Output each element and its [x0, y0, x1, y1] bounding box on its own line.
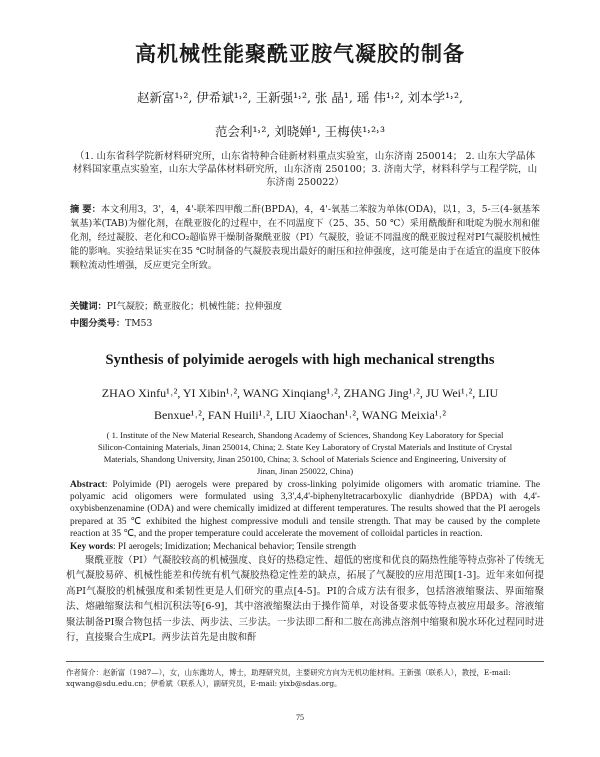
- keywords-en: [70, 542, 540, 552]
- footnote-divider: [66, 661, 544, 662]
- page-number: 75: [296, 713, 304, 722]
- keywords-cn: [70, 300, 540, 314]
- paper-title-cn: 高机械性能聚酰亚胺气凝胶的制备: [135, 42, 465, 66]
- affiliation-cn: （1. 山东省科学院新材料研究所，山东省特种合硅新材料重点实验室，山东济南 250014； 2. 山东大学晶体材料国家重点实验室，山东大学晶体材料研究所，山东济南 250100；3. 济南大学，材料科学与工程学院，山东济南 250022）: [72, 151, 538, 188]
- abstract-cn-label: 摘 要：: [70, 204, 101, 215]
- abstract-en: [70, 479, 540, 540]
- abstract-cn: [70, 203, 540, 273]
- authors-en-line2: Benxue¹˒², FAN Huili¹˒², LIU Xiaochan¹˒², WANG Meixia¹˒²: [154, 408, 446, 422]
- keywords-cn-text: PI气凝胶；酰亚胺化；机械性能；拉伸强度: [106, 301, 282, 312]
- clc-number: [70, 317, 540, 331]
- abstract-cn-text: 本文利用3，3'，4，4'-联苯四甲酸二酐(BPDA)，4，4'-氧基二苯胺为单体(ODA)，以1，3，5-三(4-氨基苯氧基)苯(TAB)为催化剂，在酰亚胺化的过程中，在不同温度下（25、35、50 ℃）采用酰酸酐和吡啶为脱水剂和催化剂，经过凝胶、老化和CO₂超临界干燥制备聚酰亚胺（PI）气凝胶，验证不同温度的酰亚胺过程对PI气凝胶机械性能的影响。实验结果证实在35 ℃时制备的气凝胶表现出最好的耐压和拉伸强度，这可能是由于在适宜的温度下胶体颗粒流动性增强，反应更完全所致。: [70, 204, 540, 271]
- authors-en-line1: ZHAO Xinfu¹˒², YI Xibin¹˒², WANG Xinqiang¹˒², ZHANG Jing¹˒², JU Wei¹˒², LIU: [101, 386, 499, 400]
- abstract-en-text: : Polyimide (PI) aerogels were prepared by cross-linking polyimide oligomers with aromatic triamine. The polyamic acid oligomers were formulated using 3,3',4,4'-biphenyltetracarboxylic dianhydride (BPDA) with 4,4'-oxybisbenzenamine (ODA) and were chemically imidized at different temperatures. The results showed that the PI aerogels prepared at 35 ℃ exhibited the highest compressive moduli and tensile strength. That may be caused by the complete reaction at 35 ℃, and the proper temperature could accelerate the movement of colloidal particles in reaction.: [70, 480, 540, 539]
- authors-cn-line1: 赵新富¹˒², 伊希斌¹˒², 王新强¹˒², 张 晶¹, 瑶 伟¹˒², 刘本学¹˒²,: [137, 90, 463, 105]
- affiliation-en: ( 1. Institute of the New Material Research, Shandong Academy of Sciences, Shandong Key Laboratory for Special Silicon-Containing Materials, Jinan 250014, China; 2. State Key Laboratory of Crystal Materials and Institute of Crystal Materials, Shandong University, Jinan 250100, China; 3. School of Materials Science and Engineering, University of Jinan, Jinan 250022, China): [97, 430, 513, 476]
- keywords-cn-label: 关键词：: [70, 301, 107, 312]
- keywords-en-text: : PI aerogels; Imidization; Mechanical behavior; Tensile strength: [112, 542, 357, 552]
- author-footnote: 作者简介：赵新富（1987—），女，山东潍坊人，博士，助理研究员，主要研究方向为无机功能材料。王新强（联系人），教授，E-mail: xqwang@sdu.edu.cn；伊希斌（联系人），副研究员，E-mail: yixb@sdas.org。: [66, 668, 511, 688]
- paper-title-en: Synthesis of polyimide aerogels with high mechanical strengths: [105, 352, 495, 368]
- keywords-en-label: Key words: [70, 542, 113, 552]
- clc-value: TM53: [125, 318, 153, 329]
- body-paragraph: 聚酰亚胺（PI）气凝胶较高的机械强度、良好的热稳定性、超低的密度和优良的隔热性能等特点弥补了传统无机气凝胶易碎、机械性能差和传统有机气凝胶热稳定性差的缺点，拓展了气凝胶的应用范围[1-3]。近年来如何提高PI气凝胶的机械强度和柔韧性更是人们研究的重点[4-5]。PI的合成方法有很多，包括溶液缩聚法、界面缩聚法、熔融缩聚法和气相沉积法等[6-9]，其中溶液缩聚法由于操作简单，对设备要求低等特点被应用最多。溶液缩聚法制备PI聚合物包括一步法、两步法、三步法。一步法即二酐和二胺在高沸点溶剂中缩聚和脱水环化过程同时进行，直接聚合生成PI。两步法首先是由胺和酐: [66, 555, 544, 644]
- clc-label: 中图分类号：: [70, 318, 126, 329]
- abstract-en-label: Abstract: [70, 480, 105, 490]
- authors-cn-line2: 范会利¹˒², 刘晓婵¹, 王梅侠¹˒²˒³: [215, 124, 385, 139]
